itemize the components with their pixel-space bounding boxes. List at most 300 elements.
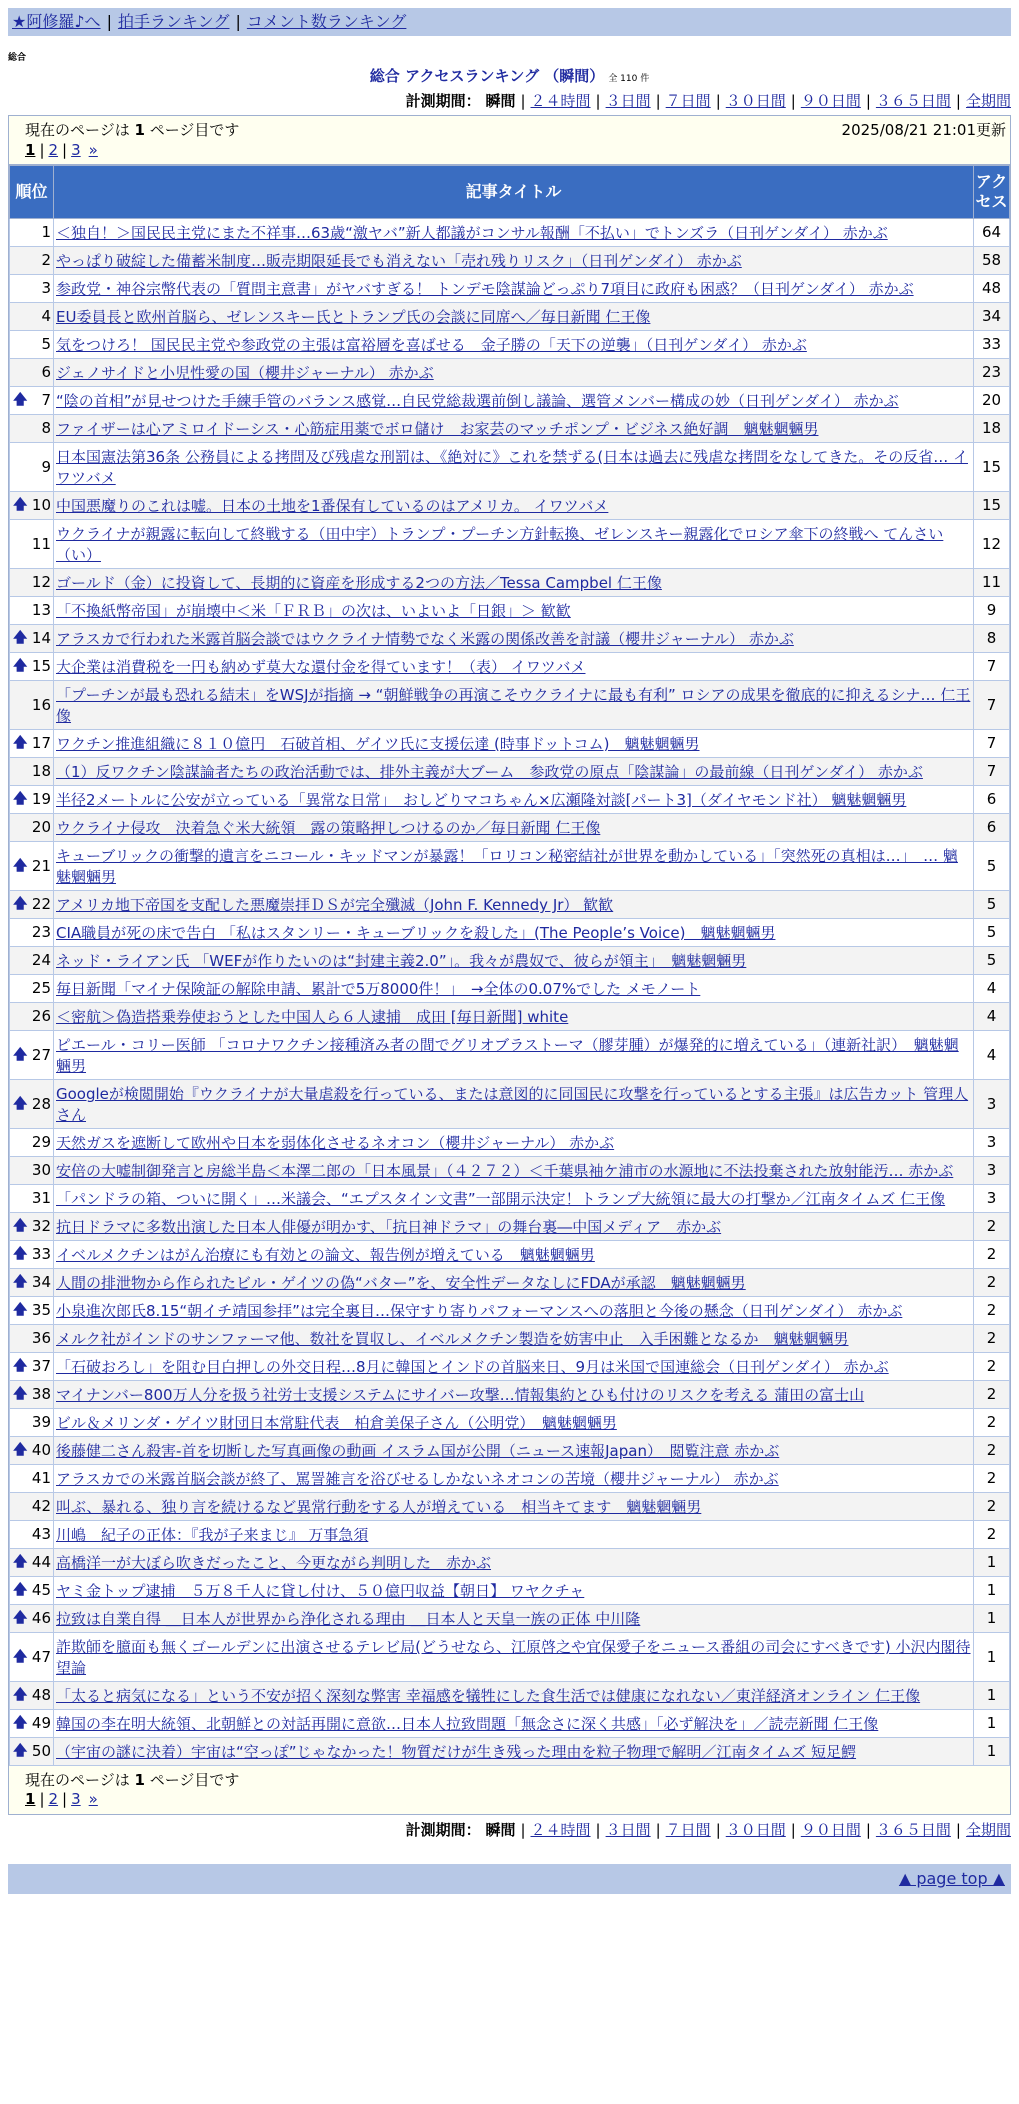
table-header-row <box>10 166 1010 219</box>
article-link[interactable]: ワクチン推進組織に８１０億円 石破首相、ゲイツ氏に支援伝達 (時事ドットコム) 魑魅魍魎男 <box>56 735 700 753</box>
rank-up-arrow-icon: 🡅 <box>13 1302 28 1318</box>
article-link[interactable]: 高橋洋一が大ぼら吹きだったこと、今更ながら判明した 赤かぶ <box>56 1554 492 1572</box>
access-count: 7 <box>974 730 1010 758</box>
period-3d-link[interactable]: ３日間 <box>605 92 651 110</box>
article-link[interactable]: 詐欺師を臆面も無くゴールデンに出演させるテレビ局(どうせなら、江原啓之や宜保愛子をニュース番組の司会にすべきです) 小沢内閣待望論 <box>56 1638 971 1677</box>
period-label: 計測期間： <box>405 92 481 110</box>
article-link[interactable]: 川嶋 紀子の正体：『我が子来まじ』 万事急須 <box>56 1526 369 1544</box>
article-link[interactable]: ピエール・コリー医師 「コロナワクチン接種済み者の間でグリオブラストーマ（膠芽腫）が爆発的に増えている」（連新社訳） 魑魅魍魎男 <box>56 1036 959 1075</box>
article-link[interactable]: 参政党・神谷宗幣代表の「質問主意書」がヤバすぎる！ トンデモ陰謀論どっぷり7項目に政府も困惑？（日刊ゲンダイ） 赤かぶ <box>56 280 914 298</box>
title-cell <box>54 1157 974 1185</box>
period-all-link[interactable]: 全期間 <box>965 1821 1011 1839</box>
table-row <box>10 1409 1010 1437</box>
article-link[interactable]: ファイザーは心アミロイドーシス・心筋症用薬でボロ儲け お家芸のマッチポンプ・ビジネス絶好調 魑魅魍魎男 <box>56 420 819 438</box>
rank-cell <box>10 919 54 947</box>
access-count: 34 <box>974 303 1010 331</box>
page-3-link[interactable]: 3 <box>71 141 81 159</box>
rank-number: 45 <box>31 1581 51 1599</box>
article-link[interactable]: 大企業は消費税を一円も納めず莫大な還付金を得ています！（表） イワツバメ <box>56 658 586 676</box>
rank-number: 48 <box>31 1686 51 1704</box>
table-row <box>10 1682 1010 1710</box>
article-link[interactable]: イベルメクチンはがん治療にも有効との論文、報告例が増えている 魑魅魍魎男 <box>56 1246 595 1264</box>
article-link[interactable]: CIA職員が死の床で告白 「私はスタンリー・キューブリックを殺した」(The People’s Voice) 魑魅魍魎男 <box>56 924 776 942</box>
page-status-suffix: ページ目です <box>149 121 240 139</box>
access-count: 2 <box>974 1521 1010 1549</box>
rank-cell <box>10 947 54 975</box>
page-links <box>25 141 994 159</box>
access-count: 15 <box>974 492 1010 520</box>
period-separator: | <box>955 1821 961 1839</box>
rank-number: 5 <box>41 335 51 353</box>
article-link[interactable]: EU委員長と欧州首脳ら、ゼレンスキー氏とトランプ氏の会談に同席へ／毎日新聞 仁王像 <box>56 308 651 326</box>
pager-top <box>9 116 1010 165</box>
rank-number: 12 <box>31 573 51 591</box>
rank-cell <box>10 1549 54 1577</box>
title-cell <box>54 1605 974 1633</box>
period-30d-link[interactable]: ３０日間 <box>725 1821 786 1839</box>
table-row <box>10 1437 1010 1465</box>
article-link[interactable]: Googleが検閲開始『ウクライナが大量虐殺を行っている、または意図的に同国民に攻撃を行っているとする主張』は広告カット 管理人さん <box>56 1085 969 1124</box>
rank-cell <box>10 1381 54 1409</box>
rank-cell <box>10 1738 54 1766</box>
table-row <box>10 303 1010 331</box>
top-nav <box>8 8 1011 36</box>
period-90d-link[interactable]: ９０日間 <box>800 1821 861 1839</box>
rank-up-arrow-icon: 🡅 <box>13 1274 28 1290</box>
rank-number: 14 <box>31 629 51 647</box>
rank-cell <box>10 520 54 569</box>
page-current: 1 <box>25 1790 36 1808</box>
rank-cell <box>10 1353 54 1381</box>
access-count: 5 <box>974 842 1010 891</box>
access-count: 4 <box>974 1031 1010 1080</box>
page-status-prefix: 現在のページは <box>25 1771 130 1789</box>
rank-up-arrow-icon: 🡅 <box>13 630 28 646</box>
period-all-link[interactable]: 全期間 <box>965 92 1011 110</box>
access-count: 2 <box>974 1325 1010 1353</box>
rank-cell <box>10 730 54 758</box>
access-count: 2 <box>974 1465 1010 1493</box>
rank-number: 35 <box>31 1301 51 1319</box>
title-cell <box>54 1325 974 1353</box>
rank-up-arrow-icon: 🡅 <box>13 896 28 912</box>
access-count: 7 <box>974 681 1010 730</box>
rank-number: 15 <box>31 657 51 675</box>
page-separator: | <box>62 1790 68 1808</box>
rank-cell <box>10 1577 54 1605</box>
period-separator: | <box>595 1821 601 1839</box>
article-link[interactable]: ゴールド（金）に投資して、長期的に資産を形成する2つの方法／Tessa Campbel 仁王像 <box>56 574 662 592</box>
article-link[interactable]: アラスカで行われた米露首脳会談ではウクライナ情勢でなく米露の関係改善を討議（櫻井ジャーナル） 赤かぶ <box>56 630 794 648</box>
title-cell <box>54 1493 974 1521</box>
page-links <box>25 1790 994 1808</box>
article-link[interactable]: ヤミ金トップ逮捕 ５万８千人に貸し付け、５０億円収益【朝日】 ワヤクチャ <box>56 1582 585 1600</box>
title-cell <box>54 1241 974 1269</box>
article-link[interactable]: 毎日新聞「マイナ保険証の解除申請、累計で5万8000件！」 →全体の0.07%でした メモノート <box>56 980 701 998</box>
table-row <box>10 1325 1010 1353</box>
rank-cell <box>10 758 54 786</box>
access-count: 6 <box>974 786 1010 814</box>
title-text: 総合 アクセスランキング （瞬間） <box>369 67 605 85</box>
access-count: 7 <box>974 758 1010 786</box>
access-count: 6 <box>974 814 1010 842</box>
table-row <box>10 814 1010 842</box>
article-link[interactable]: ウクライナ侵攻 決着急ぐ米大統領 露の策略押しつけるのか／毎日新聞 仁王像 <box>56 819 601 837</box>
access-count: 1 <box>974 1710 1010 1738</box>
period-separator: | <box>865 1821 871 1839</box>
table-row <box>10 597 1010 625</box>
period-separator: | <box>865 92 871 110</box>
access-count: 5 <box>974 947 1010 975</box>
rank-up-arrow-icon: 🡅 <box>13 1715 28 1731</box>
table-row <box>10 758 1010 786</box>
period-365d-link[interactable]: ３６５日間 <box>875 1821 951 1839</box>
table-row <box>10 331 1010 359</box>
rank-number: 4 <box>41 307 51 325</box>
nav-separator: | <box>235 12 241 31</box>
article-link[interactable]: メルク社がインドのサンファーマ他、数社を買収し、イベルメクチン製造を妨害中止 入手困難となるか 魑魅魍魎男 <box>56 1330 849 1348</box>
rank-up-arrow-icon: 🡅 <box>13 1442 28 1458</box>
period-7d-link[interactable]: ７日間 <box>665 92 711 110</box>
title-cell <box>54 1577 974 1605</box>
rank-number: 16 <box>31 695 51 714</box>
access-count: 20 <box>974 387 1010 415</box>
rank-cell <box>10 359 54 387</box>
article-link[interactable]: アメリカ地下帝国を支配した悪魔崇拝ＤＳが完全殲滅（John F. Kennedy Jr） 歓歓 <box>56 896 614 914</box>
rank-up-arrow-icon: 🡅 <box>13 1046 28 1063</box>
article-link[interactable]: 「太ると病気になる」という不安が招く深刻な弊害 幸福感を犠牲にした食生活では健康になれない／東洋経済オンライン 仁王像 <box>56 1687 921 1705</box>
table-row <box>10 1080 1010 1129</box>
period-separator: | <box>520 92 526 110</box>
rank-cell <box>10 1493 54 1521</box>
rank-number: 32 <box>31 1217 51 1235</box>
table-row <box>10 625 1010 653</box>
rank-up-arrow-icon: 🡅 <box>13 1743 28 1759</box>
article-link[interactable]: 安倍の大嘘制御発言と房総半島＜本澤二郎の「日本風景」（４２７２）＜千葉県袖ケ浦市の水源地に不法投棄された放射能汚… 赤かぶ <box>56 1162 954 1180</box>
article-link[interactable]: 半径2メートルに公安が立っている「異常な日常」 おしどりマコちゃん×広瀬隆対談[パート3]（ダイヤモンド社） 魑魅魍魎男 <box>56 791 907 809</box>
rank-cell <box>10 1003 54 1031</box>
rank-number: 6 <box>41 363 51 381</box>
access-count: 18 <box>974 415 1010 443</box>
table-row <box>10 1465 1010 1493</box>
period-24h-link[interactable]: ２４時間 <box>530 92 591 110</box>
title-cell <box>54 303 974 331</box>
table-row <box>10 275 1010 303</box>
article-link[interactable]: 人間の排泄物から作られたビル・ゲイツの偽“バター”を、安全性データなしにFDAが承認 魑魅魍魎男 <box>56 1274 746 1292</box>
title-cell <box>54 247 974 275</box>
rank-cell <box>10 1129 54 1157</box>
period-separator: | <box>520 1821 526 1839</box>
article-link[interactable]: 「不換紙幣帝国」が崩壊中＜米「ＦＲＢ」の次は、いよいよ「日銀」＞ 歓歓 <box>56 602 571 620</box>
table-row <box>10 387 1010 415</box>
article-link[interactable]: ウクライナが親露に転向して終戦する（田中宇）トランプ・プーチン方針転換、ゼレンスキー親露化でロシア傘下の終戦へ てんさい（い） <box>56 525 944 564</box>
title-cell <box>54 1738 974 1766</box>
rank-up-arrow-icon: 🡅 <box>13 497 28 513</box>
period-separator: | <box>790 1821 796 1839</box>
article-link[interactable]: “陰の首相”が見せつけた手練手管のバランス感覚…自民党総裁選前倒し議論、選管メンバー構成の妙（日刊ゲンダイ） 赤かぶ <box>56 392 899 410</box>
rank-number: 1 <box>41 223 51 241</box>
table-row <box>10 1577 1010 1605</box>
period-3d-link[interactable]: ３日間 <box>605 1821 651 1839</box>
rank-up-arrow-icon: 🡅 <box>13 1610 28 1626</box>
table-row <box>10 681 1010 730</box>
rank-up-arrow-icon: 🡅 <box>13 1687 28 1703</box>
rank-up-arrow-icon: 🡅 <box>13 857 28 874</box>
access-count: 2 <box>974 1297 1010 1325</box>
article-link[interactable]: ビル＆メリンダ・ゲイツ財団日本常駐代表 柏倉美保子さん（公明党） 魑魅魍魎男 <box>56 1414 617 1432</box>
rank-cell <box>10 303 54 331</box>
rank-up-arrow-icon: 🡅 <box>13 1582 28 1598</box>
article-link[interactable]: 日本国憲法第36条 公務員による拷問及び残虐な刑罰は、《絶対に》これを禁ずる(日本は過去に残虐な拷問をなしてきた。その反省… イワツバメ <box>56 448 968 487</box>
title-cell <box>54 1633 974 1682</box>
rank-cell <box>10 275 54 303</box>
article-link[interactable]: マイナンバー800万人分を扱う社労士支援システムにサイバー攻撃…情報集約とひも付けのリスクを考える 蒲田の富士山 <box>56 1386 865 1404</box>
rank-number: 9 <box>41 457 51 476</box>
article-link[interactable]: 気をつけろ！ 国民民主党や参政党の主張は富裕層を喜ばせる 金子勝の「天下の逆襲」（日刊ゲンダイ） 赤かぶ <box>56 336 807 354</box>
title-cell <box>54 681 974 730</box>
article-link[interactable]: 中国悪魔りのこれは嘘。日本の土地を1番保有しているのはアメリカ。 イワツバメ <box>56 497 609 515</box>
period-30d-link[interactable]: ３０日間 <box>725 92 786 110</box>
rank-cell <box>10 786 54 814</box>
article-link[interactable]: 拉致は自業自得 ＿日本人が世界から浄化される理由 ＿日本人と天皇一族の正体 中川隆 <box>56 1610 641 1628</box>
period-24h-link[interactable]: ２４時間 <box>530 1821 591 1839</box>
title-cell <box>54 1003 974 1031</box>
rank-number: 26 <box>31 1007 51 1025</box>
rank-cell <box>10 842 54 891</box>
page-next-link[interactable]: » <box>88 141 98 159</box>
page-status-num: 1 <box>134 121 145 139</box>
rank-cell <box>10 1031 54 1080</box>
rank-number: 40 <box>31 1441 51 1459</box>
title-cell <box>54 1521 974 1549</box>
title-cell <box>54 947 974 975</box>
title-cell <box>54 1682 974 1710</box>
title-cell <box>54 219 974 247</box>
rank-number: 28 <box>31 1094 51 1113</box>
access-count: 8 <box>974 625 1010 653</box>
period-separator: | <box>790 92 796 110</box>
table-row <box>10 1738 1010 1766</box>
rank-number: 36 <box>31 1329 51 1347</box>
table-row <box>10 359 1010 387</box>
article-link[interactable]: ネッド・ライアン氏 「WEFが作りたいのは“封建主義2.0”」。我々が農奴で、彼らが領主」 魑魅魍魎男 <box>56 952 747 970</box>
title-cell <box>54 975 974 1003</box>
title-cell <box>54 842 974 891</box>
rank-cell <box>10 1185 54 1213</box>
article-link[interactable]: やっぱり破綻した備蓄米制度…販売期限延長でも消えない「売れ残りリスク」（日刊ゲンダイ） 赤かぶ <box>56 252 742 270</box>
title-cell <box>54 1381 974 1409</box>
access-count: 15 <box>974 443 1010 492</box>
rank-cell <box>10 975 54 1003</box>
page-2-link[interactable]: 2 <box>48 141 59 159</box>
rank-number: 47 <box>31 1647 51 1666</box>
rank-number: 31 <box>31 1189 51 1207</box>
rank-number: 46 <box>31 1609 51 1627</box>
table-row <box>10 1213 1010 1241</box>
ranking-table-body <box>10 219 1010 1766</box>
period-90d-link[interactable]: ９０日間 <box>800 92 861 110</box>
rank-number: 7 <box>41 391 51 409</box>
rank-up-arrow-icon: 🡅 <box>13 1246 28 1262</box>
table-row <box>10 520 1010 569</box>
rank-number: 19 <box>31 790 51 808</box>
rank-up-arrow-icon: 🡅 <box>13 392 28 408</box>
article-link[interactable]: 叫ぶ、暴れる、独り言を続けるなど異常行動をする人が増えている 相当キてます 魑魅魍魎男 <box>56 1498 702 1516</box>
article-link[interactable]: （宇宙の謎に決着）宇宙は“空っぽ”じゃなかった！物質だけが生き残った理由を粒子物理で解明／江南タイムズ 短足鰐 <box>56 1743 857 1761</box>
table-row <box>10 1031 1010 1080</box>
title-cell <box>54 1031 974 1080</box>
title-cell <box>54 1437 974 1465</box>
rank-number: 18 <box>31 762 51 780</box>
article-link[interactable]: キューブリックの衝撃的遺言をニコール・キッドマンが暴露！「ロリコン秘密結社が世界を動かしている」「突然死の真相は…」 … 魑魅魍魎男 <box>56 847 958 886</box>
access-count: 2 <box>974 1269 1010 1297</box>
access-count: 5 <box>974 919 1010 947</box>
access-count: 33 <box>974 331 1010 359</box>
article-link[interactable]: アラスカでの米露首脳会談が終了、罵詈雑言を浴びせるしかないネオコンの苦境（櫻井ジャーナル） 赤かぶ <box>56 1470 779 1488</box>
title-cell <box>54 1213 974 1241</box>
rank-up-arrow-icon: 🡅 <box>13 658 28 674</box>
access-count: 1 <box>974 1633 1010 1682</box>
title-cell <box>54 1710 974 1738</box>
page-2-link[interactable]: 2 <box>48 1790 59 1808</box>
period-separator: | <box>955 92 961 110</box>
article-link[interactable]: 「パンドラの箱、ついに開く」…米議会、“エプスタイン文書”一部開示決定！トランプ大統領に最大の打撃か／江南タイムズ 仁王像 <box>56 1190 946 1208</box>
title-cell <box>54 492 974 520</box>
table-row <box>10 247 1010 275</box>
article-link[interactable]: 抗日ドラマに多数出演した日本人俳優が明かす、「抗日神ドラマ」の舞台裏―中国メディア 赤かぶ <box>56 1218 722 1236</box>
access-count: 7 <box>974 653 1010 681</box>
article-link[interactable]: （1）反ワクチン陰謀論者たちの政治活動では、排外主義が大ブーム 参政党の原点「陰謀論」の最前線（日刊ゲンダイ） 赤かぶ <box>56 763 923 781</box>
rank-cell <box>10 1682 54 1710</box>
article-link[interactable]: ジェノサイドと小児性愛の国（櫻井ジャーナル） 赤かぶ <box>56 364 434 382</box>
rank-up-arrow-icon: 🡅 <box>13 1386 28 1402</box>
access-count: 1 <box>974 1577 1010 1605</box>
table-row <box>10 1241 1010 1269</box>
access-count: 23 <box>974 359 1010 387</box>
title-cell <box>54 275 974 303</box>
page-status-num: 1 <box>134 1771 145 1789</box>
access-count: 3 <box>974 1157 1010 1185</box>
rank-up-arrow-icon: 🡅 <box>13 1648 28 1665</box>
rank-cell <box>10 492 54 520</box>
total-count: 全 110 件 <box>608 74 650 84</box>
rank-number: 34 <box>31 1273 51 1291</box>
access-count: 4 <box>974 1003 1010 1031</box>
rank-cell <box>10 387 54 415</box>
rank-number: 27 <box>31 1045 51 1064</box>
rank-up-arrow-icon: 🡅 <box>13 735 28 751</box>
title-cell <box>54 1297 974 1325</box>
home-link[interactable]: ★阿修羅♪へ <box>12 12 101 31</box>
article-link[interactable]: ＜密航＞偽造搭乗券使おうとした中国人ら６人逮捕 成田 [毎日新聞] white <box>56 1008 569 1026</box>
category-label: 総合 <box>8 53 27 63</box>
title-cell <box>54 597 974 625</box>
header-access: アクセス <box>974 166 1010 219</box>
access-count: 58 <box>974 247 1010 275</box>
article-link[interactable]: 韓国の李在明大統領、北朝鮮との対話再開に意欲…日本人拉致問題「無念さに深く共感」「必ず解決を」／読売新聞 仁王像 <box>56 1715 879 1733</box>
rank-cell <box>10 1465 54 1493</box>
title-cell <box>54 814 974 842</box>
page-top-link[interactable]: ▲ page top ▲ <box>898 1869 1005 1888</box>
access-count: 2 <box>974 1241 1010 1269</box>
period-selector-top <box>0 90 1011 111</box>
clap-ranking-link[interactable]: 拍手ランキング <box>117 12 230 31</box>
comment-ranking-link[interactable]: コメント数ランキング <box>246 12 407 31</box>
rank-number: 17 <box>31 734 51 752</box>
title-cell <box>54 520 974 569</box>
page-3-link[interactable]: 3 <box>71 1790 81 1808</box>
table-row <box>10 1521 1010 1549</box>
access-count: 64 <box>974 219 1010 247</box>
title-cell <box>54 758 974 786</box>
access-count: 2 <box>974 1381 1010 1409</box>
article-link[interactable]: 小泉進次郎氏8.15“朝イチ靖国参拝”は完全裏目…保守すり寄りパフォーマンスへの落胆と今後の懸念（日刊ゲンダイ） 赤かぶ <box>56 1302 903 1320</box>
access-count: 2 <box>974 1493 1010 1521</box>
rank-number: 20 <box>31 818 51 836</box>
rank-up-arrow-icon: 🡅 <box>13 791 28 807</box>
period-separator: | <box>655 92 661 110</box>
rank-cell <box>10 1157 54 1185</box>
period-separator: | <box>715 1821 721 1839</box>
rank-cell <box>10 814 54 842</box>
period-separator: | <box>655 1821 661 1839</box>
title-cell <box>54 1409 974 1437</box>
page-separator: | <box>39 1790 45 1808</box>
rank-cell <box>10 597 54 625</box>
article-link[interactable]: 「石破おろし」を阻む目白押しの外交日程…8月に韓国とインドの首脳来日、9月は米国で国連総会（日刊ゲンダイ） 赤かぶ <box>56 1358 889 1376</box>
article-link[interactable]: ＜独自！＞国民民主党にまた不祥事…63歳“激ヤバ”新人都議がコンサル報酬「不払い」でトンズラ（日刊ゲンダイ） 赤かぶ <box>56 224 888 242</box>
title-cell <box>54 1185 974 1213</box>
access-count: 2 <box>974 1213 1010 1241</box>
page-next-link[interactable]: » <box>88 1790 98 1808</box>
title-cell <box>54 1549 974 1577</box>
rank-number: 41 <box>31 1469 51 1487</box>
page-separator: | <box>39 141 45 159</box>
title-cell <box>54 569 974 597</box>
period-current: 瞬間 <box>485 1821 516 1839</box>
rank-number: 30 <box>31 1161 51 1179</box>
table-row <box>10 443 1010 492</box>
table-row <box>10 1549 1010 1577</box>
article-link[interactable]: 後藤健二さん殺害-首を切断した写真画像の動画 イスラム国が公開（ニュース速報Japan） 閲覧注意 赤かぶ <box>56 1442 780 1460</box>
title-cell <box>54 1269 974 1297</box>
rank-cell <box>10 1325 54 1353</box>
updated-time: 2025/08/21 21:01更新 <box>841 121 1006 139</box>
article-link[interactable]: 天然ガスを遮断して欧州や日本を弱体化させるネオコン（櫻井ジャーナル） 赤かぶ <box>56 1134 615 1152</box>
rank-cell <box>10 443 54 492</box>
rank-cell <box>10 1710 54 1738</box>
access-count: 1 <box>974 1605 1010 1633</box>
page-status-suffix: ページ目です <box>149 1771 240 1789</box>
page-status <box>25 1769 994 1790</box>
title-cell <box>54 653 974 681</box>
title-cell <box>54 387 974 415</box>
article-link[interactable]: 「プーチンが最も恐れる結末」をWSJが指摘 → “朝鮮戦争の再演こそウクライナに最も有利” ロシアの成果を徹底的に抑えるシナ… 仁王像 <box>56 686 971 725</box>
period-365d-link[interactable]: ３６５日間 <box>875 92 951 110</box>
access-count: 48 <box>974 275 1010 303</box>
rank-cell <box>10 891 54 919</box>
table-row <box>10 1297 1010 1325</box>
period-7d-link[interactable]: ７日間 <box>665 1821 711 1839</box>
title-cell <box>54 1080 974 1129</box>
rank-up-arrow-icon: 🡅 <box>13 1554 28 1570</box>
rank-cell <box>10 247 54 275</box>
rank-cell <box>10 625 54 653</box>
rank-cell <box>10 1521 54 1549</box>
title-cell <box>54 1129 974 1157</box>
access-count: 4 <box>974 975 1010 1003</box>
title-cell <box>54 359 974 387</box>
